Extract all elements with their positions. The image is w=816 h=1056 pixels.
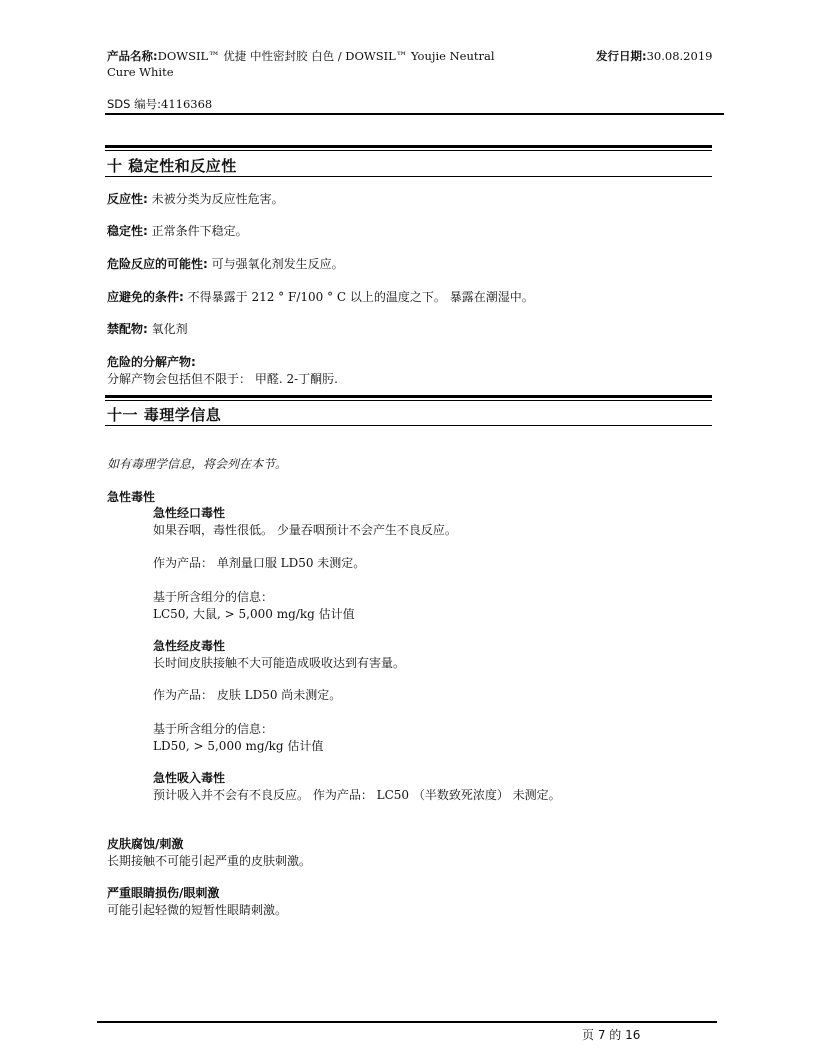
oral-text1: 如果吞咽，毒性很低。 少量吞咽预计不会产生不良反应。 xyxy=(153,523,457,537)
sds-value: 4116368 xyxy=(161,97,213,111)
product-label: 产品名称: xyxy=(107,49,158,63)
hazardous-reactions-value: 可与强氧化剂发生反应。 xyxy=(211,257,344,271)
date-label: 发行日期: xyxy=(596,49,647,63)
dermal-text2: 作为产品： 皮肤 LD50 尚未测定。 xyxy=(153,688,342,702)
eye-value: 可能引起轻微的短暂性眼睛刺激。 xyxy=(107,903,288,917)
sds-label: SDS 编号: xyxy=(107,97,161,111)
oral-block xyxy=(153,505,457,539)
dermal-text4: LD50, > 5,000 mg/kg 估计值 xyxy=(153,739,324,753)
reactivity-row xyxy=(107,191,284,208)
inhalation-label: 急性吸入毒性 xyxy=(153,771,226,785)
incompatible-label: 禁配物: xyxy=(107,322,148,336)
header-rule xyxy=(105,113,724,115)
date-value: 30.08.2019 xyxy=(646,49,713,63)
hazardous-reactions-row xyxy=(107,256,344,273)
eye-block xyxy=(107,885,287,919)
dermal-text3: 基于所含组分的信息： xyxy=(153,722,274,736)
dermal-block xyxy=(153,638,405,672)
stability-label: 稳定性: xyxy=(107,224,148,238)
oral-text2: 作为产品： 单剂量口服 LD50 未测定。 xyxy=(153,556,366,570)
section10-top-rule-thin xyxy=(105,150,712,151)
oral-label: 急性经口毒性 xyxy=(153,506,226,520)
decomposition-label: 危险的分解产物: xyxy=(107,355,196,369)
inhalation-text1: 预计吸入并不会有不良反应。 作为产品： LC50 （半数致死浓度） 未测定。 xyxy=(153,788,561,802)
eye-label: 严重眼睛损伤/眼刺激 xyxy=(107,886,220,900)
page-number: 页 7 的 16 xyxy=(582,1028,641,1042)
section10-title: 十 稳定性和反应性 xyxy=(107,157,237,175)
section10-top-rule xyxy=(105,145,712,148)
conditions-label: 应避免的条件: xyxy=(107,290,184,304)
reactivity-value: 未被分类为反应性危害。 xyxy=(151,192,284,206)
section11-top-rule-thin xyxy=(105,400,712,401)
skin-label: 皮肤腐蚀/刺激 xyxy=(107,837,184,851)
dermal-text1: 长时间皮肤接触不大可能造成吸收达到有害量。 xyxy=(153,656,406,670)
inhalation-block xyxy=(153,770,561,804)
section11-title: 十一 毒理学信息 xyxy=(107,406,222,424)
header-date xyxy=(596,48,712,64)
skin-value: 长期接触不可能引起严重的皮肤刺激。 xyxy=(107,854,312,868)
reactivity-label: 反应性: xyxy=(107,192,148,206)
conditions-value: 不得暴露于 212 ° F/100 ° C 以上的温度之下。 暴露在潮湿中。 xyxy=(187,290,534,304)
skin-block xyxy=(107,836,311,870)
decomposition-block xyxy=(107,354,338,388)
incompatible-value: 氧化剂 xyxy=(151,322,188,336)
footer-rule xyxy=(97,1021,717,1023)
incompatible-row xyxy=(107,321,188,338)
dermal-info-block xyxy=(153,721,323,755)
product-name-line2: Cure White xyxy=(107,65,174,79)
stability-row xyxy=(107,223,248,240)
header-product xyxy=(107,48,577,80)
section10-bottom-rule xyxy=(105,176,712,177)
oral-info-block xyxy=(153,589,355,623)
section11-intro: 如有毒理学信息，将会列在本节。 xyxy=(107,457,288,471)
header-sds xyxy=(107,96,212,112)
decomposition-value: 分解产物会包括但不限于： 甲醛. 2-丁酮肟. xyxy=(107,372,338,386)
dermal-label: 急性经皮毒性 xyxy=(153,639,226,653)
oral-text4: LC50, 大鼠, > 5,000 mg/kg 估计值 xyxy=(153,607,355,621)
oral-text3: 基于所含组分的信息： xyxy=(153,590,274,604)
acute-toxicity-label: 急性毒性 xyxy=(107,490,156,504)
conditions-row xyxy=(107,289,534,306)
stability-value: 正常条件下稳定。 xyxy=(151,224,248,238)
section11-top-rule xyxy=(105,395,712,398)
product-name-line1: DOWSIL™ 优捷 中性密封胶 白色 / DOWSIL™ Youjie Neutral xyxy=(157,49,495,63)
section11-bottom-rule xyxy=(105,425,712,426)
hazardous-reactions-label: 危险反应的可能性: xyxy=(107,257,208,271)
